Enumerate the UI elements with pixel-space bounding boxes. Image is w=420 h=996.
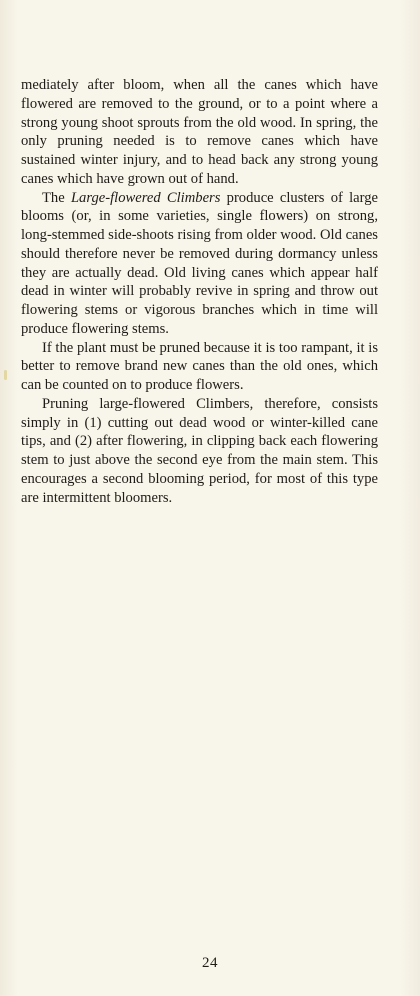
paragraph-pruning-method: Pruning large-flowered Climbers, therefore, consists simply in (1) cutting out dead wood or winter-killed cane tips, and (2) after flowering, in clipping back each flowering stem to just above the second eye from the main stem. This encourages a second blooming period, for most of this type are intermittent bloomers. xyxy=(21,395,378,506)
paragraph-body: produce clusters of large blooms (or, in some varieties, single flowers) on strong, long-stemmed side-shoots rising from older wood. Old canes should therefore never be removed during dormancy unless they are actually dead. Old living canes which appear half dead in winter will probably revive in spring and throw out flowering stems or vigorous branches which in time will produce flowering stems. xyxy=(21,189,378,337)
paragraph-rampant-plant: If the plant must be pruned because it is too rampant, it is better to remove brand new canes than the old ones, which can be counted on to produce flowers. xyxy=(21,339,378,393)
italic-term: Large-flowered Climbers xyxy=(70,189,221,206)
paper-mark xyxy=(4,370,7,380)
body-text xyxy=(21,76,378,507)
paragraph-lead: The xyxy=(42,189,71,206)
paragraph-continuation: mediately after bloom, when all the canes which have flowered are removed to the ground, or to a point where a strong young shoot sprouts from the old wood. In spring, the only pruning needed is to remove canes which have sustained winter injury, and to head back any strong young canes which have grown out of hand. xyxy=(21,77,378,187)
paragraph-large-flowered-climbers xyxy=(21,189,378,339)
page-number: 24 xyxy=(202,955,218,971)
